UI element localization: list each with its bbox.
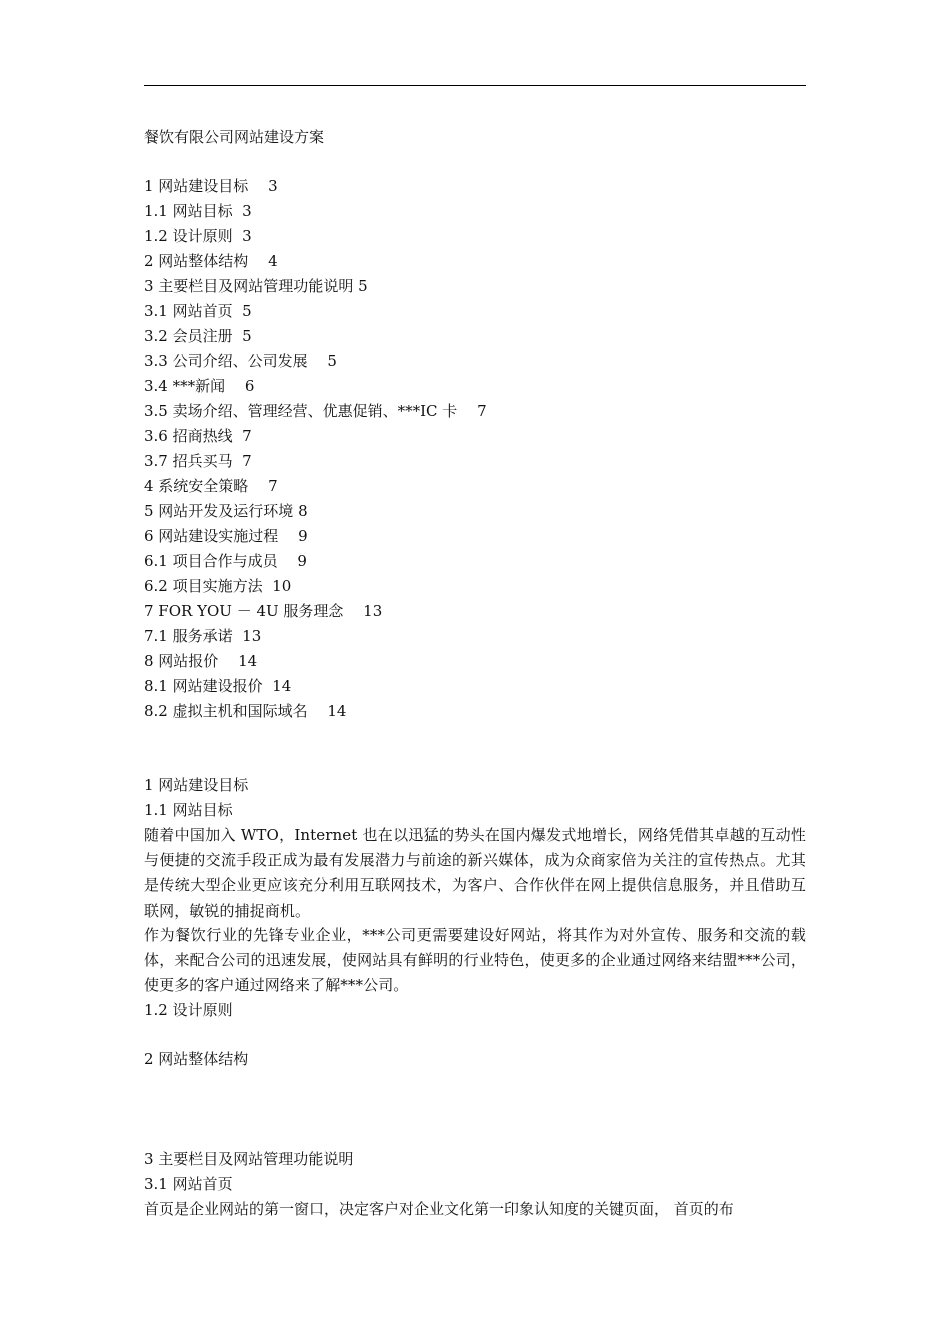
toc-entry[interactable]: 3.1 网站首页 5 <box>144 302 252 320</box>
toc-entry[interactable]: 1 网站建设目标 3 <box>144 177 278 195</box>
subsection-heading: 1.1 网站目标 <box>144 801 233 819</box>
toc-entry[interactable]: 4 系统安全策略 7 <box>144 477 278 495</box>
subsection-heading: 1.2 设计原则 <box>144 1001 233 1019</box>
toc-entry[interactable]: 3.7 招兵买马 7 <box>144 452 252 470</box>
toc-entry[interactable]: 1.1 网站目标 3 <box>144 202 252 220</box>
toc-entry[interactable]: 3.6 招商热线 7 <box>144 427 252 445</box>
toc-entry[interactable]: 6 网站建设实施过程 9 <box>144 527 308 545</box>
toc-entry[interactable]: 7.1 服务承诺 13 <box>144 627 262 645</box>
body-paragraph: 随着中国加入 WTO，Internet 也在以迅猛的势头在国内爆发式地增长，网络凭借其卓越的互动性与便捷的交流手段正成为最有发展潜力与前途的新兴媒体，成为众商家倍为关注的宣传热点。尤其是传统大型企业更应该充分利用互联网技术，为客户、合作伙伴在网上提供信息服务，并且借助互联网，敏锐的捕捉商机。 <box>144 826 806 920</box>
toc-entry[interactable]: 1.2 设计原则 3 <box>144 227 252 245</box>
toc-entry[interactable]: 3.3 公司介绍、公司发展 5 <box>144 352 337 370</box>
toc-entry[interactable]: 8.1 网站建设报价 14 <box>144 677 292 695</box>
toc-entry[interactable]: 3 主要栏目及网站管理功能说明 5 <box>144 277 368 295</box>
document-title: 餐饮有限公司网站建设方案 <box>144 128 325 146</box>
toc-entry[interactable]: 2 网站整体结构 4 <box>144 252 278 270</box>
section-heading: 2 网站整体结构 <box>144 1050 249 1068</box>
toc-entry[interactable]: 3.4 ***新闻 6 <box>144 377 255 395</box>
toc-entry[interactable]: 5 网站开发及运行环境 8 <box>144 502 308 520</box>
toc-entry[interactable]: 6.1 项目合作与成员 9 <box>144 552 307 570</box>
subsection-heading: 3.1 网站首页 <box>144 1175 233 1193</box>
body-paragraph: 作为餐饮行业的先锋专业企业，***公司更需要建设好网站，将其作为对外宣传、服务和交流的载体，来配合公司的迅速发展，使网站具有鲜明的行业特色，使更多的企业通过网络来结盟***公司，使更多的客户通过网络来了解***公司。 <box>144 926 806 995</box>
toc-entry[interactable]: 3.5 卖场介绍、管理经营、优惠促销、***IC 卡 7 <box>144 402 487 420</box>
toc-entry[interactable]: 6.2 项目实施方法 10 <box>144 577 292 595</box>
toc-entry[interactable]: 8.2 虚拟主机和国际域名 14 <box>144 702 347 720</box>
body-paragraph: 首页是企业网站的第一窗口，决定客户对企业文化第一印象认知度的关键页面， 首页的布 <box>144 1200 734 1218</box>
section-heading: 1 网站建设目标 <box>144 776 249 794</box>
toc-entry[interactable]: 3.2 会员注册 5 <box>144 327 252 345</box>
header-rule <box>144 85 806 86</box>
toc-entry[interactable]: 7 FOR YOU － 4U 服务理念 13 <box>144 602 383 620</box>
toc-entry[interactable]: 8 网站报价 14 <box>144 652 258 670</box>
document-page <box>144 0 806 1344</box>
section-heading: 3 主要栏目及网站管理功能说明 <box>144 1150 354 1168</box>
